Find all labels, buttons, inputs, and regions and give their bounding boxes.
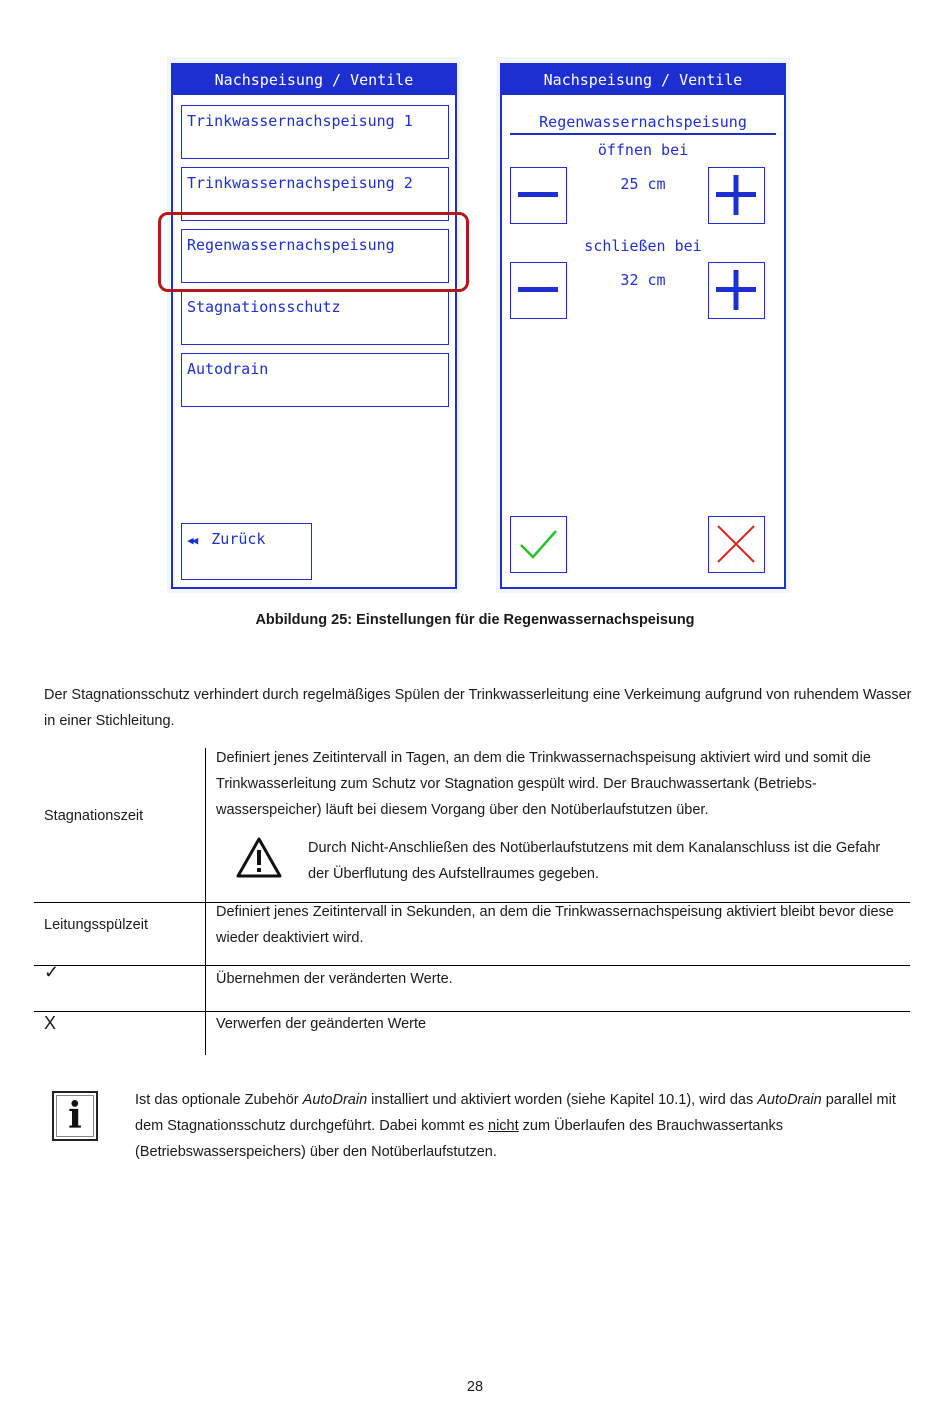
menu-screen: [167, 57, 461, 593]
open-minus-button[interactable]: [510, 167, 567, 224]
cancel-button[interactable]: [708, 516, 765, 573]
menu-item-regenwasser[interactable]: Regenwassernachspeisung: [181, 229, 449, 283]
info-text-part: installiert und aktiviert worden (siehe Kapitel 10.1), wird das: [367, 1092, 758, 1108]
confirm-button[interactable]: [510, 516, 567, 573]
stagnation-label: Stagnationszeit: [44, 808, 144, 824]
checkmark-icon: [511, 517, 565, 571]
info-text-part: zum Überlaufen des Brauchwassertanks (Betriebswasserspeichers) über den Notüberlaufstutzen.: [135, 1118, 784, 1160]
settings-screen-frame: [500, 63, 786, 589]
minus-icon: [511, 263, 565, 317]
info-text-part: parallel mit dem Stagnationsschutz durchgeführt. Dabei kommt es: [135, 1092, 896, 1134]
selection-highlight: [158, 212, 469, 292]
intro-paragraph: Der Stagnationsschutz verhindert durch regelmäßiges Spülen der Trinkwasserleitung eine Verkeimung aufgrund von ruhendem Wasser in einer Stichleitung.: [44, 687, 912, 729]
info-icon: i: [52, 1091, 98, 1141]
discard-symbol: X: [44, 1013, 57, 1033]
menu-screen-frame: [171, 63, 457, 589]
warning-icon: [235, 836, 283, 880]
open-label: öffnen bei: [597, 141, 689, 159]
plus-icon: [709, 168, 763, 222]
info-text-part: Ist das optionale Zubehör: [135, 1092, 303, 1108]
menu-item-trinkwasser-1[interactable]: Trinkwassernachspeisung 1: [181, 105, 449, 159]
close-label: schließen bei: [584, 237, 702, 255]
figure-caption: Abbildung 25: Einstellungen für die Regenwassernachspeisung: [255, 612, 695, 628]
discard-description: Verwerfen der geänderten Werte: [216, 1016, 427, 1032]
page-number: 28: [466, 1379, 484, 1395]
settings-screen: [496, 57, 790, 593]
minus-icon: [511, 168, 565, 222]
flush-label: Leitungsspülzeit: [44, 917, 148, 933]
back-button[interactable]: [181, 523, 312, 580]
menu-item-autodrain[interactable]: Autodrain: [181, 353, 449, 407]
open-plus-button[interactable]: [708, 167, 765, 224]
menu-screen-header: Nachspeisung / Ventile: [173, 65, 455, 95]
autodrain-term: AutoDrain: [757, 1092, 822, 1108]
settings-title: Regenwassernachspeisung: [539, 113, 747, 131]
accept-description: Übernehmen der veränderten Werte.: [216, 971, 453, 987]
menu-item-stagnationsschutz[interactable]: Stagnationsschutz: [181, 291, 449, 345]
flush-description: Definiert jenes Zeitintervall in Sekunden, an dem die Trinkwassernachspeisung aktiviert bleibt bevor diese wieder deaktiviert wird.: [216, 904, 894, 946]
rewind-icon: ◀◀: [187, 534, 197, 547]
close-plus-button[interactable]: [708, 262, 765, 319]
autodrain-term: AutoDrain: [302, 1092, 368, 1108]
back-button-label: Zurück: [211, 530, 266, 548]
info-paragraph: [135, 1087, 915, 1165]
plus-icon: [709, 263, 763, 317]
close-minus-button[interactable]: [510, 262, 567, 319]
stagnation-description: Definiert jenes Zeitintervall in Tagen, an dem die Trinkwassernachspeisung aktiviert wird und somit die Trinkwasserleitung zum Schutz vor Stagnation gespült wird. Der Brauchwassertank (Betriebs-wasserspeicher) läuft bei diesem Vorgang über den Notüberlaufstutzen über.: [216, 750, 871, 818]
settings-screen-header: Nachspeisung / Ventile: [502, 65, 784, 95]
accept-symbol: ✓: [44, 962, 60, 982]
settings-title-divider: [510, 133, 776, 135]
warning-text: Durch Nicht-Anschließen des Notüberlaufstutzens mit dem Kanalanschluss ist die Gefahr der Überflutung des Aufstellraumes gegeben.: [308, 840, 881, 882]
x-icon: [709, 517, 763, 571]
menu-item-trinkwasser-2[interactable]: Trinkwassernachspeisung 2: [181, 167, 449, 221]
open-value: 25 cm: [620, 175, 666, 193]
close-value: 32 cm: [620, 271, 666, 289]
nicht-emphasis: nicht: [488, 1118, 519, 1134]
